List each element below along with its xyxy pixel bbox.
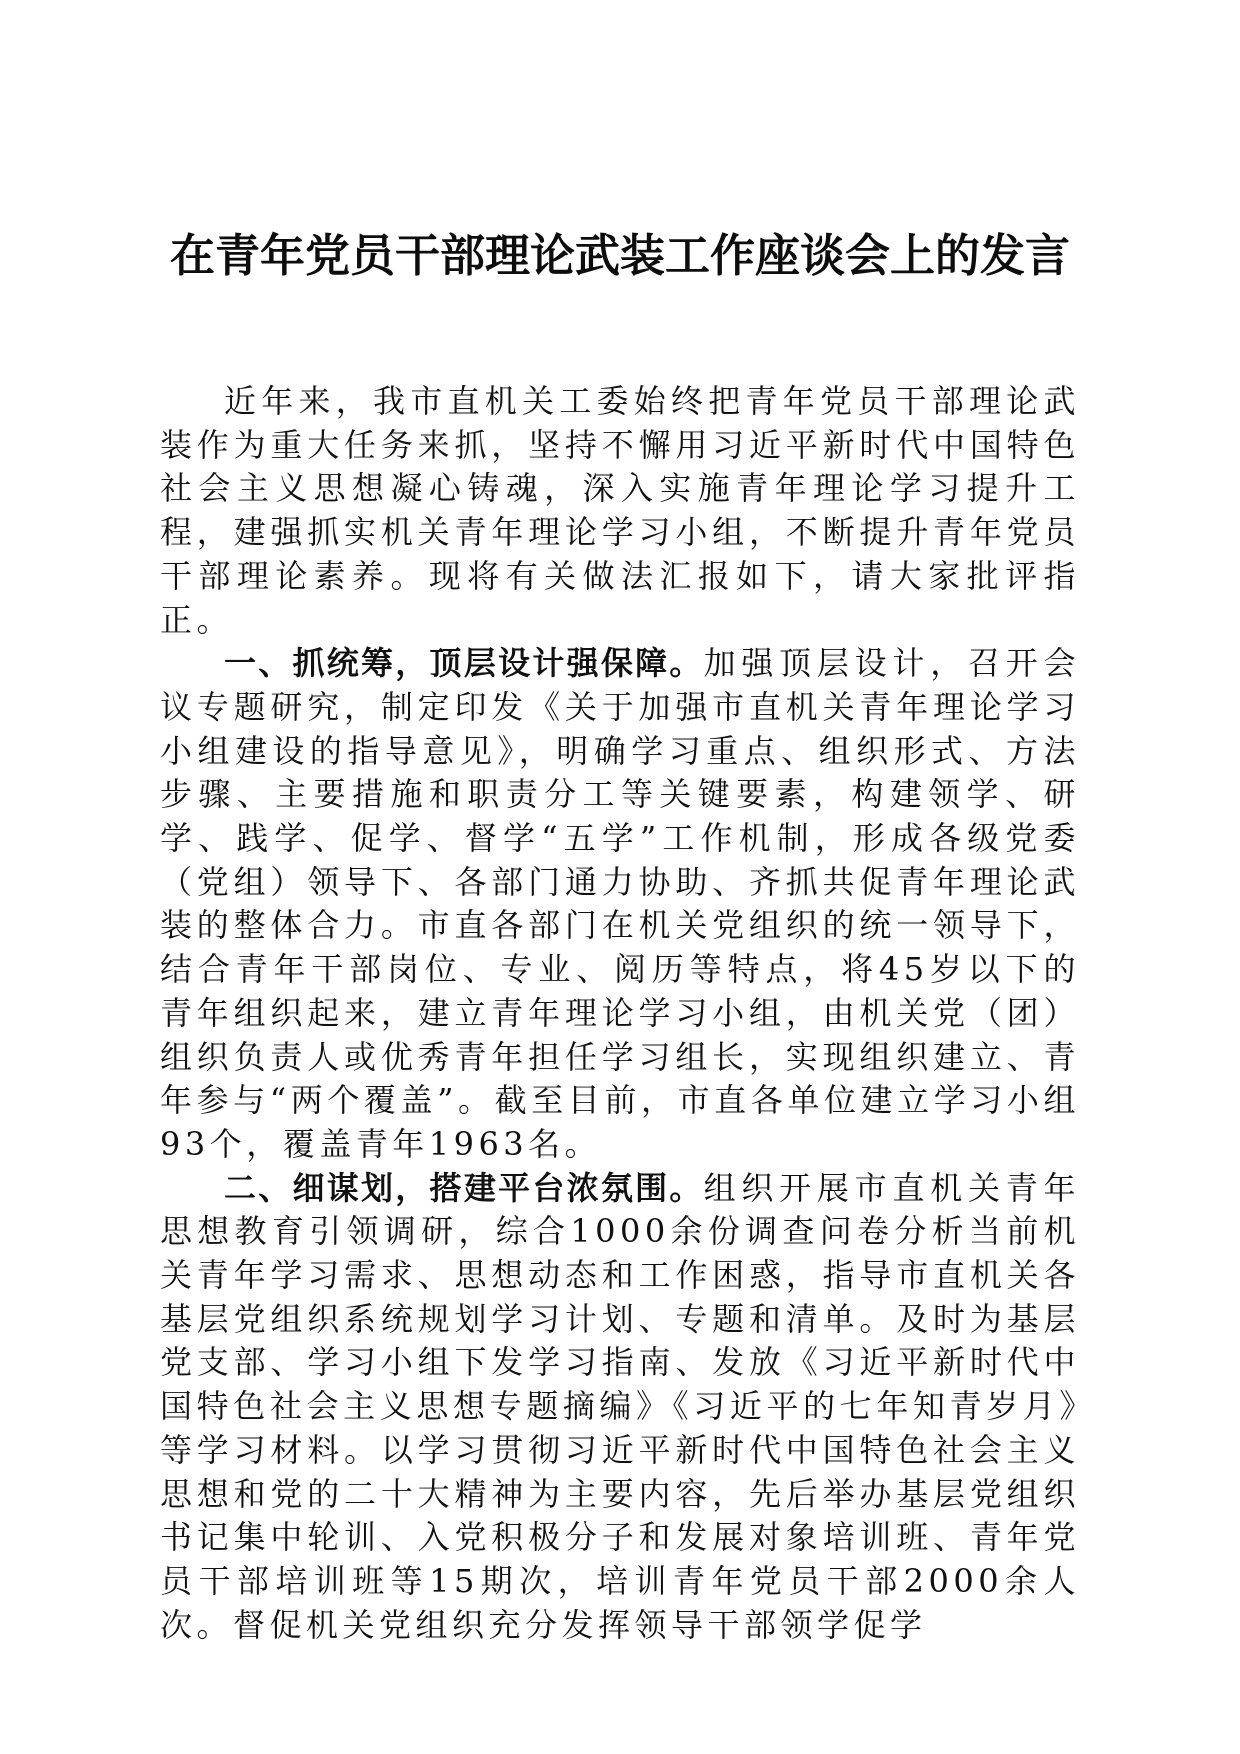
section-text-1: 加强顶层设计，召开会议专题研究，制定印发《关于加强市直机关青年理论学习小组建设的指导意见》，明确学习重点、组织形式、方法步骤、主要措施和职责分工等关键要素，构建领学、研学、践学、促学、督学“五学”工作机制，形成各级党委（党组）领导下、各部门通力协助、齐抓共促青年理论武装的整体合力。市直各部门在机关党组织的统一领导下，结合青年干部岗位、专业、阅历等特点，将45岁以下的青年组织起来，建立青年理论学习小组，由机关党（团）组织负责人或优秀青年担任学习组长，实现组织建立、青年参与“两个覆盖”。截至目前，市直各单位建立学习小组93个，覆盖青年1963名。 [160,644,1080,1163]
document-body [160,380,1080,1647]
section-heading-1: 一、抓统筹，顶层设计强保障。 [224,644,704,683]
section-heading-2: 二、细谋划，搭建平台浓氛围。 [224,1168,704,1207]
section-paragraph-1 [160,642,1080,1166]
section-text-2: 组织开展市直机关青年思想教育引领调研，综合1000余份调查问卷分析当前机关青年学习需求、思想动态和工作困惑，指导市直机关各基层党组织系统规划学习计划、专题和清单。及时为基层党支部、学习小组下发学习指南、发放《习近平新时代中国特色社会主义思想专题摘编》《习近平的七年知青岁月》等学习材料。以学习贯彻习近平新时代中国特色社会主义思想和党的二十大精神为主要内容，先后举办基层党组织书记集中轮训、入党积极分子和发展对象培训班、青年党员干部培训班等15期次，培训青年党员干部2000余人次。督促机关党组织充分发挥领导干部领学促学 [160,1168,1080,1644]
document-title: 在青年党员干部理论武装工作座谈会上的发言 [169,229,1070,282]
intro-paragraph: 近年来，我市直机关工委始终把青年党员干部理论武装作为重大任务来抓，坚持不懈用习近平新时代中国特色社会主义思想凝心铸魂，深入实施青年理论学习提升工程，建强抓实机关青年理论学习小组，不断提升青年党员干部理论素养。现将有关做法汇报如下，请大家批评指正。 [160,382,1080,639]
section-paragraph-2 [160,1167,1080,1648]
